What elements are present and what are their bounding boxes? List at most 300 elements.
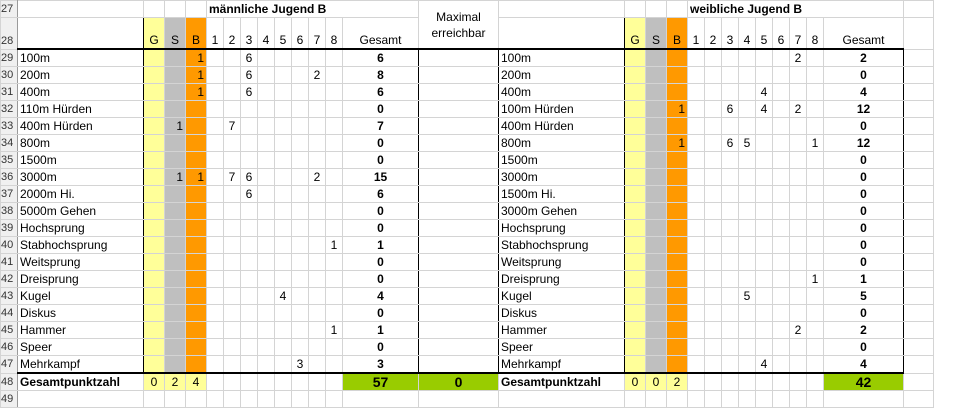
cell[interactable]	[667, 1, 688, 18]
bronze-count-female[interactable]	[667, 220, 688, 237]
cell[interactable]	[739, 391, 756, 408]
place-points-female[interactable]	[807, 118, 824, 135]
place-points-female[interactable]	[756, 322, 773, 339]
place-points-female[interactable]	[688, 271, 705, 288]
place-points-male[interactable]: 3	[292, 356, 309, 374]
place-points-female[interactable]	[756, 254, 773, 271]
place-points-male[interactable]	[258, 101, 275, 118]
place-points-male[interactable]	[207, 288, 224, 305]
cell[interactable]	[790, 391, 807, 408]
silver-count-female[interactable]	[646, 305, 667, 322]
place-points-female[interactable]	[790, 135, 807, 152]
total-male[interactable]: 15	[343, 169, 419, 186]
bronze-count-male[interactable]: 1	[186, 84, 207, 101]
place-points-male[interactable]	[326, 339, 343, 356]
place-points-female[interactable]	[807, 49, 824, 67]
cell[interactable]	[207, 391, 224, 408]
row-number[interactable]: 46	[1, 339, 18, 356]
place-points-male[interactable]	[207, 271, 224, 288]
silver-count-female[interactable]	[646, 169, 667, 186]
place-points-female[interactable]	[807, 84, 824, 101]
summary-label-female[interactable]: Gesamtpunktzahl	[499, 373, 625, 391]
place-points-male[interactable]	[258, 339, 275, 356]
place-points-male[interactable]	[207, 237, 224, 254]
place-points-male[interactable]	[241, 135, 258, 152]
place-points-male[interactable]	[258, 152, 275, 169]
place-points-female[interactable]	[705, 67, 722, 84]
place-points-female[interactable]	[705, 152, 722, 169]
place-points-female[interactable]	[773, 49, 790, 67]
place-points-male[interactable]	[241, 237, 258, 254]
place-points-female[interactable]	[722, 49, 739, 67]
place-points-male[interactable]	[275, 118, 292, 135]
cell[interactable]	[773, 373, 790, 391]
gold-count-male[interactable]	[144, 305, 165, 322]
place-points-male[interactable]	[275, 339, 292, 356]
place-points-female[interactable]	[739, 118, 756, 135]
summary-label-male[interactable]: Gesamtpunktzahl	[18, 373, 144, 391]
gold-count-male[interactable]	[144, 186, 165, 203]
cell[interactable]	[904, 186, 934, 203]
place-points-female[interactable]	[705, 169, 722, 186]
discipline-label-male[interactable]: 200m	[18, 67, 144, 84]
gold-count-female[interactable]	[625, 237, 646, 254]
max-cell[interactable]	[419, 220, 499, 237]
cell[interactable]	[705, 373, 722, 391]
place-points-male[interactable]	[292, 271, 309, 288]
silver-count-male[interactable]	[165, 67, 186, 84]
place-points-female[interactable]	[688, 101, 705, 118]
silver-count-female[interactable]	[646, 322, 667, 339]
cell[interactable]	[705, 391, 722, 408]
row-number[interactable]: 38	[1, 203, 18, 220]
place-points-male[interactable]	[224, 135, 241, 152]
place-points-male[interactable]: 7	[224, 118, 241, 135]
max-cell[interactable]	[419, 84, 499, 101]
bronze-count-female[interactable]	[667, 118, 688, 135]
place-points-female[interactable]	[722, 186, 739, 203]
header-place[interactable]: 8	[326, 18, 343, 50]
place-points-male[interactable]	[258, 203, 275, 220]
place-points-female[interactable]	[688, 84, 705, 101]
place-points-female[interactable]	[688, 118, 705, 135]
place-points-male[interactable]	[241, 356, 258, 374]
cell[interactable]	[18, 391, 144, 408]
gold-count-male[interactable]	[144, 254, 165, 271]
cell[interactable]	[499, 391, 625, 408]
place-points-male[interactable]	[241, 271, 258, 288]
total-female[interactable]: 0	[824, 220, 904, 237]
max-total[interactable]: 0	[419, 373, 499, 391]
place-points-female[interactable]	[722, 84, 739, 101]
place-points-male[interactable]	[326, 169, 343, 186]
cell[interactable]	[326, 373, 343, 391]
place-points-female[interactable]	[705, 220, 722, 237]
place-points-male[interactable]	[241, 339, 258, 356]
row-number[interactable]: 45	[1, 322, 18, 339]
cell[interactable]	[186, 1, 207, 18]
bronze-count-female[interactable]	[667, 186, 688, 203]
place-points-male[interactable]	[241, 220, 258, 237]
place-points-female[interactable]	[773, 288, 790, 305]
discipline-label-male[interactable]: 5000m Gehen	[18, 203, 144, 220]
place-points-male[interactable]	[309, 220, 326, 237]
place-points-male[interactable]	[275, 254, 292, 271]
bronze-count-female[interactable]	[667, 305, 688, 322]
place-points-male[interactable]: 6	[241, 169, 258, 186]
header-place[interactable]: 6	[292, 18, 309, 50]
bronze-count-male[interactable]	[186, 118, 207, 135]
discipline-label-male[interactable]: 1500m	[18, 152, 144, 169]
discipline-label-female[interactable]: 100m Hürden	[499, 101, 625, 118]
place-points-male[interactable]	[224, 220, 241, 237]
cell[interactable]	[144, 1, 165, 18]
place-points-male[interactable]	[326, 118, 343, 135]
place-points-female[interactable]	[705, 49, 722, 67]
max-cell[interactable]	[419, 322, 499, 339]
silver-count-male[interactable]	[165, 220, 186, 237]
place-points-female[interactable]	[756, 339, 773, 356]
bronze-count-female[interactable]	[667, 254, 688, 271]
place-points-male[interactable]	[258, 237, 275, 254]
cell[interactable]	[904, 49, 934, 67]
discipline-label-male[interactable]: Kugel	[18, 288, 144, 305]
place-points-male[interactable]	[309, 49, 326, 67]
place-points-female[interactable]: 2	[790, 101, 807, 118]
discipline-label-male[interactable]: 100m	[18, 49, 144, 67]
total-female[interactable]: 2	[824, 49, 904, 67]
header-place[interactable]: 3	[722, 18, 739, 50]
cell[interactable]	[688, 373, 705, 391]
gold-count-male[interactable]	[144, 118, 165, 135]
cell[interactable]	[904, 220, 934, 237]
silver-count-male[interactable]	[165, 237, 186, 254]
place-points-male[interactable]	[224, 84, 241, 101]
place-points-male[interactable]	[258, 254, 275, 271]
total-female[interactable]: 4	[824, 84, 904, 101]
gold-count-female[interactable]	[625, 49, 646, 67]
gold-count-female[interactable]	[625, 135, 646, 152]
silver-count-male[interactable]	[165, 288, 186, 305]
discipline-label-male[interactable]: Speer	[18, 339, 144, 356]
gold-count-female[interactable]	[625, 67, 646, 84]
place-points-female[interactable]	[790, 203, 807, 220]
cell[interactable]	[773, 391, 790, 408]
discipline-label-male[interactable]: Hammer	[18, 322, 144, 339]
place-points-male[interactable]: 6	[241, 186, 258, 203]
place-points-female[interactable]	[773, 203, 790, 220]
total-male[interactable]: 6	[343, 84, 419, 101]
max-cell[interactable]	[419, 49, 499, 67]
total-male[interactable]: 0	[343, 305, 419, 322]
silver-count-female[interactable]	[646, 101, 667, 118]
silver-count-female[interactable]	[646, 186, 667, 203]
max-cell[interactable]	[419, 169, 499, 186]
row-number[interactable]: 35	[1, 152, 18, 169]
gold-count-male[interactable]	[144, 339, 165, 356]
total-female[interactable]: 2	[824, 322, 904, 339]
place-points-female[interactable]	[807, 186, 824, 203]
place-points-male[interactable]	[275, 186, 292, 203]
place-points-female[interactable]	[705, 101, 722, 118]
bronze-count-male[interactable]	[186, 288, 207, 305]
cell[interactable]	[904, 203, 934, 220]
header-place[interactable]: 7	[790, 18, 807, 50]
gold-count-male[interactable]	[144, 152, 165, 169]
place-points-female[interactable]	[807, 203, 824, 220]
gold-count-male[interactable]	[144, 84, 165, 101]
bronze-count-male[interactable]	[186, 220, 207, 237]
cell[interactable]	[904, 84, 934, 101]
place-points-male[interactable]	[207, 67, 224, 84]
place-points-male[interactable]	[292, 203, 309, 220]
cell[interactable]	[904, 118, 934, 135]
place-points-female[interactable]	[705, 135, 722, 152]
place-points-female[interactable]	[790, 152, 807, 169]
cell[interactable]	[688, 391, 705, 408]
place-points-female[interactable]	[773, 305, 790, 322]
total-male[interactable]: 6	[343, 186, 419, 203]
cell[interactable]	[309, 391, 326, 408]
place-points-female[interactable]	[739, 305, 756, 322]
place-points-male[interactable]: 6	[241, 67, 258, 84]
place-points-male[interactable]	[326, 84, 343, 101]
place-points-male[interactable]	[275, 67, 292, 84]
discipline-label-male[interactable]: Weitsprung	[18, 254, 144, 271]
place-points-male[interactable]	[292, 305, 309, 322]
total-male[interactable]: 0	[343, 101, 419, 118]
cell[interactable]	[904, 152, 934, 169]
cell[interactable]	[904, 356, 934, 374]
max-cell[interactable]	[419, 339, 499, 356]
place-points-male[interactable]	[224, 67, 241, 84]
bronze-count-female[interactable]	[667, 339, 688, 356]
place-points-male[interactable]	[292, 186, 309, 203]
silver-count-male[interactable]: 1	[165, 118, 186, 135]
place-points-male[interactable]	[258, 356, 275, 374]
silver-count-male[interactable]	[165, 84, 186, 101]
discipline-label-male[interactable]: Dreisprung	[18, 271, 144, 288]
place-points-female[interactable]	[790, 220, 807, 237]
cell[interactable]	[904, 169, 934, 186]
place-points-male[interactable]	[258, 169, 275, 186]
place-points-male[interactable]	[326, 135, 343, 152]
place-points-male[interactable]	[224, 101, 241, 118]
place-points-female[interactable]	[790, 84, 807, 101]
place-points-male[interactable]	[207, 254, 224, 271]
place-points-male[interactable]	[326, 220, 343, 237]
max-cell[interactable]	[419, 135, 499, 152]
place-points-female[interactable]	[739, 101, 756, 118]
place-points-female[interactable]	[790, 118, 807, 135]
place-points-male[interactable]	[309, 288, 326, 305]
cell[interactable]	[18, 1, 144, 18]
place-points-female[interactable]	[688, 152, 705, 169]
place-points-male[interactable]	[326, 254, 343, 271]
max-cell[interactable]	[419, 271, 499, 288]
discipline-label-female[interactable]: Weitsprung	[499, 254, 625, 271]
silver-count-female[interactable]	[646, 220, 667, 237]
place-points-female[interactable]	[790, 288, 807, 305]
cell[interactable]	[904, 322, 934, 339]
header-place[interactable]: 4	[258, 18, 275, 50]
place-points-female[interactable]	[756, 169, 773, 186]
place-points-female[interactable]	[705, 271, 722, 288]
cell[interactable]	[646, 1, 667, 18]
place-points-male[interactable]	[241, 322, 258, 339]
total-male[interactable]: 1	[343, 322, 419, 339]
silver-count-female[interactable]	[646, 203, 667, 220]
place-points-female[interactable]	[807, 237, 824, 254]
row-number[interactable]: 36	[1, 169, 18, 186]
place-points-female[interactable]	[688, 203, 705, 220]
cell[interactable]	[241, 373, 258, 391]
bronze-count-male[interactable]	[186, 203, 207, 220]
total-male[interactable]: 1	[343, 237, 419, 254]
place-points-male[interactable]	[292, 84, 309, 101]
header-place[interactable]: 6	[773, 18, 790, 50]
place-points-male[interactable]	[207, 152, 224, 169]
gold-count-male[interactable]	[144, 271, 165, 288]
gold-count-female[interactable]	[625, 186, 646, 203]
place-points-male[interactable]	[292, 339, 309, 356]
row-number[interactable]: 27	[1, 1, 18, 18]
place-points-female[interactable]	[739, 186, 756, 203]
place-points-female[interactable]	[688, 305, 705, 322]
cell[interactable]	[625, 391, 646, 408]
silver-count-male[interactable]	[165, 254, 186, 271]
place-points-female[interactable]	[688, 356, 705, 374]
cell[interactable]	[275, 373, 292, 391]
total-female[interactable]: 0	[824, 237, 904, 254]
row-number[interactable]: 44	[1, 305, 18, 322]
place-points-female[interactable]	[790, 356, 807, 374]
place-points-male[interactable]	[224, 305, 241, 322]
place-points-female[interactable]	[773, 186, 790, 203]
max-cell[interactable]	[419, 186, 499, 203]
total-female[interactable]: 0	[824, 67, 904, 84]
place-points-male[interactable]	[241, 305, 258, 322]
cell[interactable]	[722, 373, 739, 391]
place-points-male[interactable]	[258, 67, 275, 84]
gold-count-male[interactable]	[144, 203, 165, 220]
grand-total-female[interactable]: 42	[824, 373, 904, 391]
row-number[interactable]: 49	[1, 391, 18, 408]
cell[interactable]	[756, 373, 773, 391]
header-place[interactable]: 3	[241, 18, 258, 50]
total-male[interactable]: 0	[343, 339, 419, 356]
place-points-male[interactable]	[292, 118, 309, 135]
cell[interactable]	[625, 1, 646, 18]
place-points-female[interactable]	[807, 305, 824, 322]
cell[interactable]	[904, 373, 934, 391]
discipline-label-male[interactable]: 800m	[18, 135, 144, 152]
cell[interactable]	[722, 391, 739, 408]
place-points-male[interactable]	[207, 203, 224, 220]
place-points-female[interactable]	[688, 169, 705, 186]
place-points-male[interactable]	[258, 84, 275, 101]
place-points-female[interactable]	[773, 220, 790, 237]
cell[interactable]	[326, 391, 343, 408]
place-points-female[interactable]	[773, 356, 790, 374]
place-points-female[interactable]	[807, 152, 824, 169]
gold-count-female[interactable]	[625, 203, 646, 220]
place-points-female[interactable]	[756, 220, 773, 237]
header-gesamt[interactable]: Gesamt	[343, 18, 419, 50]
place-points-female[interactable]	[722, 271, 739, 288]
place-points-male[interactable]	[258, 49, 275, 67]
place-points-female[interactable]: 5	[739, 135, 756, 152]
place-points-female[interactable]	[756, 186, 773, 203]
discipline-label-male[interactable]: Stabhochsprung	[18, 237, 144, 254]
bronze-count-male[interactable]	[186, 186, 207, 203]
discipline-label-female[interactable]: 1500m	[499, 152, 625, 169]
gold-count-female[interactable]	[625, 152, 646, 169]
header-gesamt[interactable]: Gesamt	[824, 18, 904, 50]
cell[interactable]	[275, 391, 292, 408]
silver-count-female[interactable]	[646, 271, 667, 288]
bronze-total-male[interactable]: 4	[186, 373, 207, 391]
place-points-female[interactable]	[688, 237, 705, 254]
discipline-label-male[interactable]: Mehrkampf	[18, 356, 144, 374]
cell[interactable]	[646, 391, 667, 408]
place-points-male[interactable]	[326, 356, 343, 374]
max-cell[interactable]	[419, 101, 499, 118]
total-female[interactable]: 0	[824, 203, 904, 220]
bronze-count-female[interactable]	[667, 49, 688, 67]
row-number[interactable]: 42	[1, 271, 18, 288]
bronze-count-male[interactable]	[186, 356, 207, 374]
gold-count-male[interactable]	[144, 288, 165, 305]
bronze-count-male[interactable]	[186, 339, 207, 356]
bronze-count-female[interactable]	[667, 237, 688, 254]
gold-count-female[interactable]	[625, 271, 646, 288]
cell[interactable]	[343, 391, 419, 408]
maximal-header[interactable]	[419, 1, 499, 50]
bronze-count-female[interactable]	[667, 84, 688, 101]
gold-count-female[interactable]	[625, 288, 646, 305]
place-points-female[interactable]	[722, 169, 739, 186]
place-points-female[interactable]	[739, 322, 756, 339]
place-points-female[interactable]	[688, 49, 705, 67]
place-points-male[interactable]: 1	[326, 237, 343, 254]
cell[interactable]	[807, 373, 824, 391]
gold-count-female[interactable]	[625, 118, 646, 135]
total-female[interactable]: 5	[824, 288, 904, 305]
place-points-female[interactable]	[756, 271, 773, 288]
total-male[interactable]: 6	[343, 49, 419, 67]
row-number[interactable]: 48	[1, 373, 18, 391]
total-male[interactable]: 7	[343, 118, 419, 135]
place-points-female[interactable]	[705, 186, 722, 203]
place-points-female[interactable]	[722, 237, 739, 254]
total-female[interactable]: 0	[824, 118, 904, 135]
title-male[interactable]: männliche Jugend B	[207, 1, 419, 18]
bronze-total-female[interactable]: 2	[667, 373, 688, 391]
place-points-male[interactable]	[207, 356, 224, 374]
place-points-female[interactable]	[773, 67, 790, 84]
silver-count-female[interactable]	[646, 339, 667, 356]
max-cell[interactable]	[419, 356, 499, 374]
place-points-male[interactable]	[292, 288, 309, 305]
total-male[interactable]: 4	[343, 288, 419, 305]
silver-count-male[interactable]	[165, 356, 186, 374]
cell[interactable]	[904, 288, 934, 305]
place-points-female[interactable]	[790, 339, 807, 356]
total-female[interactable]: 0	[824, 152, 904, 169]
max-cell[interactable]	[419, 203, 499, 220]
place-points-male[interactable]	[309, 118, 326, 135]
